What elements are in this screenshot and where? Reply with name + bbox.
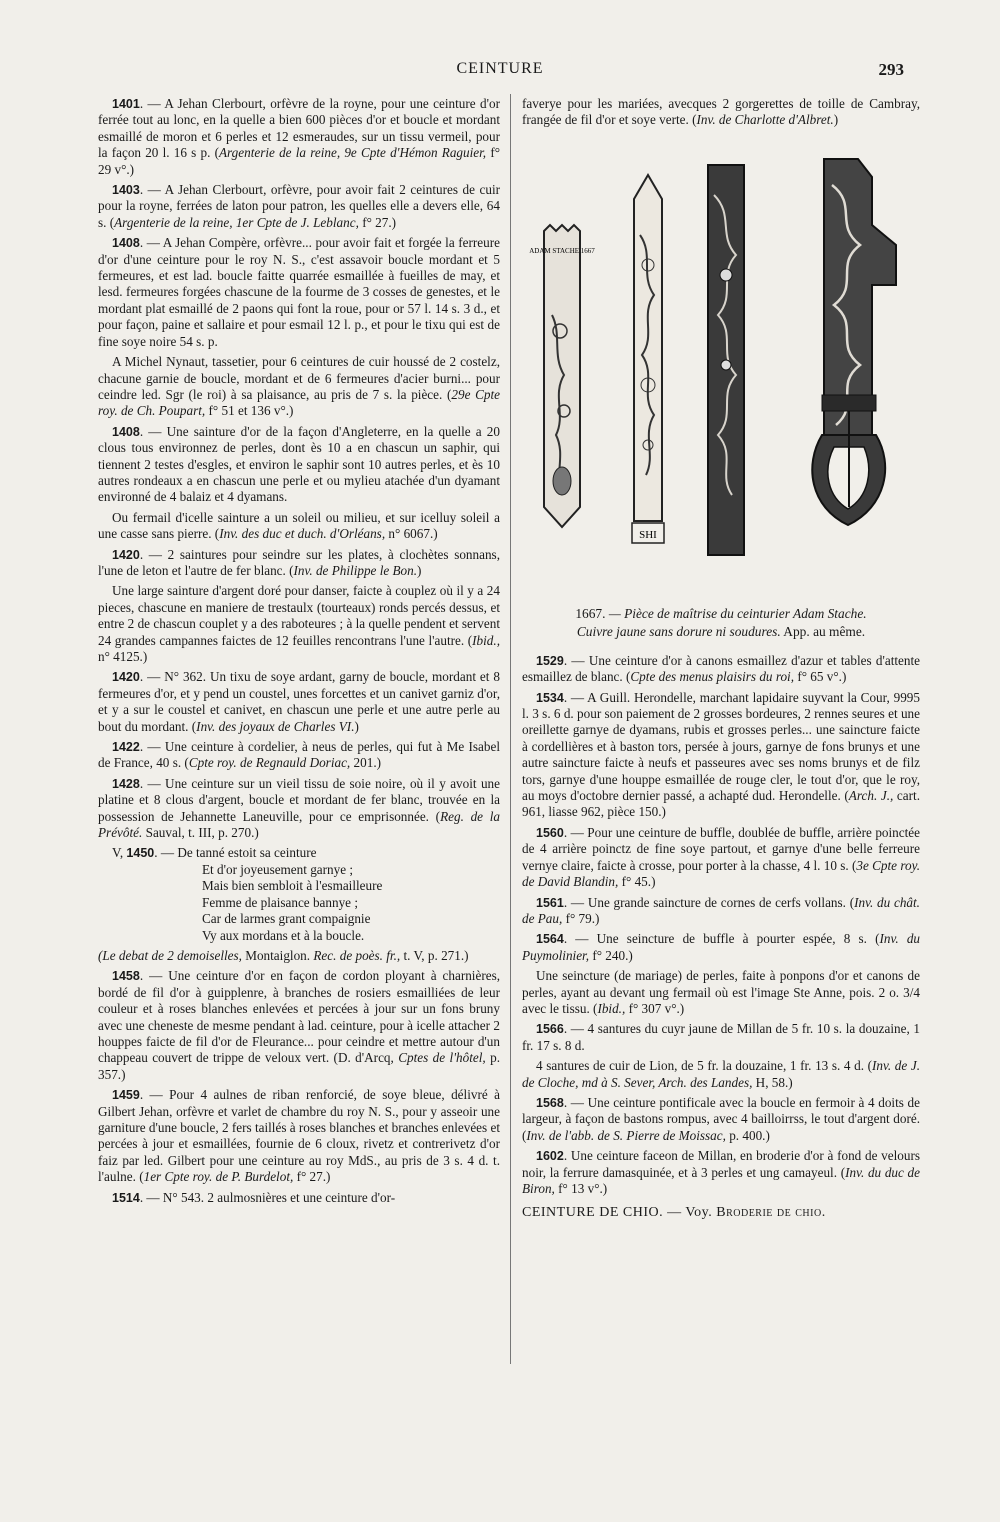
entry-1564-continued: Une seincture (de mariage) de perles, faite à ponpons d'or et canons de perles, ayant au devant ung fermail où est l'image Ste Anne, pois. 2 o. 3/4 avec le tissu. (Ibid., f° 307 v°.) [522, 968, 920, 1016]
entry-1403: 1403. — A Jehan Clerbourt, orfèvre, pour avoir fait 2 ceintures de cuir pour la royne, ferrées de laton pour patron, les quelles elle a devers elle, 64 s. (Argenterie de la reine, 1er Cpte de J. Leblanc, f° 27.) [98, 182, 500, 230]
poem-reference: (Le debat de 2 demoiselles, Montaiglon. Rec. de poès. fr., t. V, p. 271.) [98, 947, 469, 963]
entry-1422: 1422. — Une ceinture à cordelier, à neus de perles, qui fut à Me Isabel de France, 40 s. (Cpte roy. de Regnauld Doriac, 201.) [98, 739, 500, 771]
belt-illustration [522, 135, 920, 597]
page-title: CEINTURE [456, 60, 544, 77]
poem-1450 [98, 845, 500, 943]
belt-strap-buckle [812, 159, 896, 525]
poem-line: Et d'or joyeusement garnye ; [202, 861, 354, 877]
entry-1420-a: 1420. — 2 saintures pour seindre sur les plates, à clochètes sonnans, l'une de leton et l'autre de fer blanc. (Inv. de Philippe le Bon.) [98, 546, 500, 578]
poem-line: V, 1450. — De tanné estoit sa ceinture [112, 845, 317, 861]
left-column [98, 96, 500, 1210]
figure-caption: 1667. — Pièce de maîtrise du ceinturier Adam Stache. Cuivre jaune sans dorure ni soudures. App. au même. [575, 605, 867, 639]
entry-1428: 1428. — Une ceinture sur un vieil tissu de soie noire, où il y avoit une platine et 8 clous d'argent, boucle et mordant de fer blanc, trouvée en la possession de Jehannette Laneuville, pour ce emprisonnée. (Reg. de la Prévôté. Sauval, t. III, p. 270.) [98, 775, 500, 841]
figure-label-adam-stache: ADAM STACHE 1667 [529, 246, 595, 255]
entry-1564: 1564. — Une seincture de buffle à pourter espée, 8 s. (Inv. du Puymolinier, f° 240.) [522, 931, 921, 963]
page-number: 293 [878, 60, 904, 79]
poem-line: Femme de plaisance bannye ; [202, 894, 358, 910]
entry-1566-continued: 4 santures de cuir de Lion, de 5 fr. la douzaine, 1 fr. 13 s. 4 d. (Inv. de J. de Cloche, md à S. Sever, Arch. des Landes, H, 58.) [522, 1058, 920, 1090]
entry-1602: 1602. Une ceinture faceon de Millan, en broderie d'or à fond de velours noir, la ferrure damasquinée, et à 3 perles et ung camayeul. (Inv. du duc de Biron, f° 13 v°.) [522, 1148, 920, 1196]
entry-1534: 1534. — A Guill. Herondelle, marchant lapidaire suyvant la Cour, 9995 l. 3 s. 6 d. pour son paiement de 2 grosses bordeures, 2 rennes seures et une oreillette garnye de dyamans, rubis et grosses perles... une saincture faicte à cordellières et à baston tors, persée à jours, garnye de fons brunys et une autre saincture faicte à neufs et passeures avec ses noms brunys et de filz tors, garnye d'une houppe esmaillée de rouge cler, le tout d'or, que le roy, au moys d'octobre dernier passé, a achapté dud. Herondelle. (Arch. J., cart. 961, liasse 962, pièce 150.) [522, 689, 920, 820]
belt-engraving [522, 135, 920, 597]
entry-1408-b-continued: Ou fermail d'icelle sainture a un soleil ou milieu, et sur icelluy soleil a une casse sans pierre. (Inv. des duc et duch. d'Orléans, n° 6067.) [98, 509, 500, 542]
entry-1514-continued: faverye pour les mariées, avecques 2 gorgerettes de toille de Cambray, frangée de fil d'or et soye verte. (Inv. de Charlotte d'Albret.) [522, 96, 920, 128]
entry-1401: 1401. — A Jehan Clerbourt, orfèvre de la royne, pour une ceinture d'or ferrée tout au lonc, en la quelle a bien 600 pièces d'or et boucle et mordant esmaillé de moron et 6 perles et 12 esmeraudes, sur un tissu vermeil, pour la façon 20 l. 16 s p. (Argenterie de la reine, 9e Cpte d'Hémon Raguier, f° 29 v°.) [98, 96, 500, 177]
poem-line: Mais bien sembloit à l'esmailleure [202, 878, 383, 894]
entry-1458: 1458. — Une ceinture d'or en façon de cordon ployant à charnières, bordé de fil d'or à guipplenre, à branches de rosiers esmailliées de leur couleur et à roses blanches enlevées et percées à jour sur un fons bruny avec une cheneste de mesme pendant à lad. ceinture, pour à icelle attacher 2 houppes faicte de fil d'or de Fleurance... pour ceindre et mettre autour d'un chappeau couvert de trippe de veloux vert. (D. d'Arcq, Cptes de l'hôtel, p. 357.) [98, 968, 501, 1082]
entry-1420-b: 1420. — N° 362. Un tixu de soye ardant, garny de boucle, mordant et 8 fermeures d'or, et y pend un coustel, unes forcettes et un canivet garniz d'or, et y a sur le coustel et canivet, en chascun une perle et une autre perle au bout du mordant. (Inv. des joyaux de Charles VI.) [98, 669, 500, 734]
belt-plate-small [529, 225, 595, 527]
poem-line: Car de larmes grant compaignie [202, 911, 371, 927]
entry-1514: 1514. — N° 543. 2 aulmosnières et une ceinture d'or- [112, 1189, 396, 1205]
entry-1459: 1459. — Pour 4 aulnes de riban renforcié, de soye bleue, délivré à Gilbert Jehan, orfèvre et varlet de chambre du roy N. S., pour y asseoir une garniture d'une boucle, 2 fers taillés à roses blanches et branches enlevées et percées à jour et esmaillées, fournie de 6 cloux, rivetz et contrerivetz d'or faiz par led. Gilbert pour une ceinture au roy MdS., au pris de 3 s. 4 d. t. l'aulne. (1er Cpte roy. de P. Burdelot, f° 27.) [98, 1087, 500, 1185]
entry-1566: 1566. — 4 santures du cuyr jaune de Millan de 5 fr. 10 s. la douzaine, 1 fr. 17 s. 8 d. [522, 1021, 920, 1053]
entry-1529: 1529. — Une ceinture d'or à canons esmaillez d'azur et tables d'attente esmaillez de blanc. (Cpte des menus plaisirs du roi, f° 65 v°.) [522, 652, 920, 685]
entry-1408-a: 1408. — A Jehan Compère, orfèvre... pour avoir fait et forgée la ferreure d'or d'une ceinture pour le roy N. S., c'est assavoir boucle mordant et 5 fermeures, et est lad. boucle faitte quarrée esmaillée à fueilles de may, et lesd. fermeures forgées chascune de la fourme de 3 cosses de genestes, et le mordant plat esmaillé de 2 paons qui font la roue, pour or 57 l. 14 s. 3 d., et pour façon, paine et sallaire et pour esmail 12 l. p., et pour le tixu qui est de fine soye noire 54 s. p. [98, 235, 500, 349]
figure-label-shi: SHI [639, 528, 657, 541]
entry-1408-a-continued: A Michel Nynaut, tassetier, pour 6 ceintures de cuir houssé de 2 costelz, chacune garnie de boucle, mordant et de 6 fermeures d'acier burni... pour ceindre led. Sgr (le roi) à sa plaisance, au pris de 7 s. la pièce. (29e Cpte roy. de Ch. Poupart, f° 51 et 136 v°.) [98, 354, 500, 419]
poem-line: Vy aux mordans et à la boucle. [202, 927, 365, 943]
entry-1408-b: 1408. — Une sainture d'or de la façon d'Angleterre, en la quelle a 20 clous tous environnez de perles, dont ès 10 a en chascun un saphir, qui tiennent 2 testes d'esgles, et environ le saphir sont 10 autres perles, et ès 10 autres rondeaux a en chascun une perle et ou mylieu atachée d'un dyamant environné de 4 balaiz et 4 dyamans. [98, 423, 500, 505]
cross-reference: CEINTURE DE CHIO. — Voy. Broderie de chio. [522, 1205, 826, 1221]
belt-plate-pointed [632, 175, 664, 543]
cross-reference-link: Broderie de chio. [716, 1205, 826, 1221]
running-header [0, 60, 1000, 84]
entry-1561: 1561. — Une grande saincture de cornes de cerfs vollans. (Inv. du chât. de Pau, f° 79.) [522, 894, 920, 926]
right-column [522, 96, 920, 1226]
entry-1420-a-continued: Une large sainture d'argent doré pour danser, faicte à couplez où il y a 24 pieces, chascune en maniere de trestaulx (tourteaux) ronds percés dessus, et entre 2 de chascun couplet y a des raboteures ; à la quelle pendent et servent 24 grandes campannes faictes de 12 feuilles rencontrans l'une l'autre. (Ibid., n° 4125.) [98, 583, 500, 664]
entry-1568: 1568. — Une ceinture pontificale avec la boucle en fermoir à 4 doits de largeur, à façon de bastons rompus, avec 4 bailloirrss, le tout d'argent doré. (Inv. de l'abb. de S. Pierre de Moissac, p. 400.) [522, 1094, 920, 1143]
entry-1560: 1560. — Pour une ceinture de buffle, doublée de buffle, arrière poinctée de 4 arrière poinctz de fine soye partout, et garnye d'une belle ferreure vernye claire, faicte à crosse, pour porter à la chasse, 4 l. 10 s. (3e Cpte roy. de David Blandin, f° 45.) [522, 824, 920, 890]
column-divider [510, 94, 511, 1364]
belt-strap-dark [708, 165, 744, 555]
